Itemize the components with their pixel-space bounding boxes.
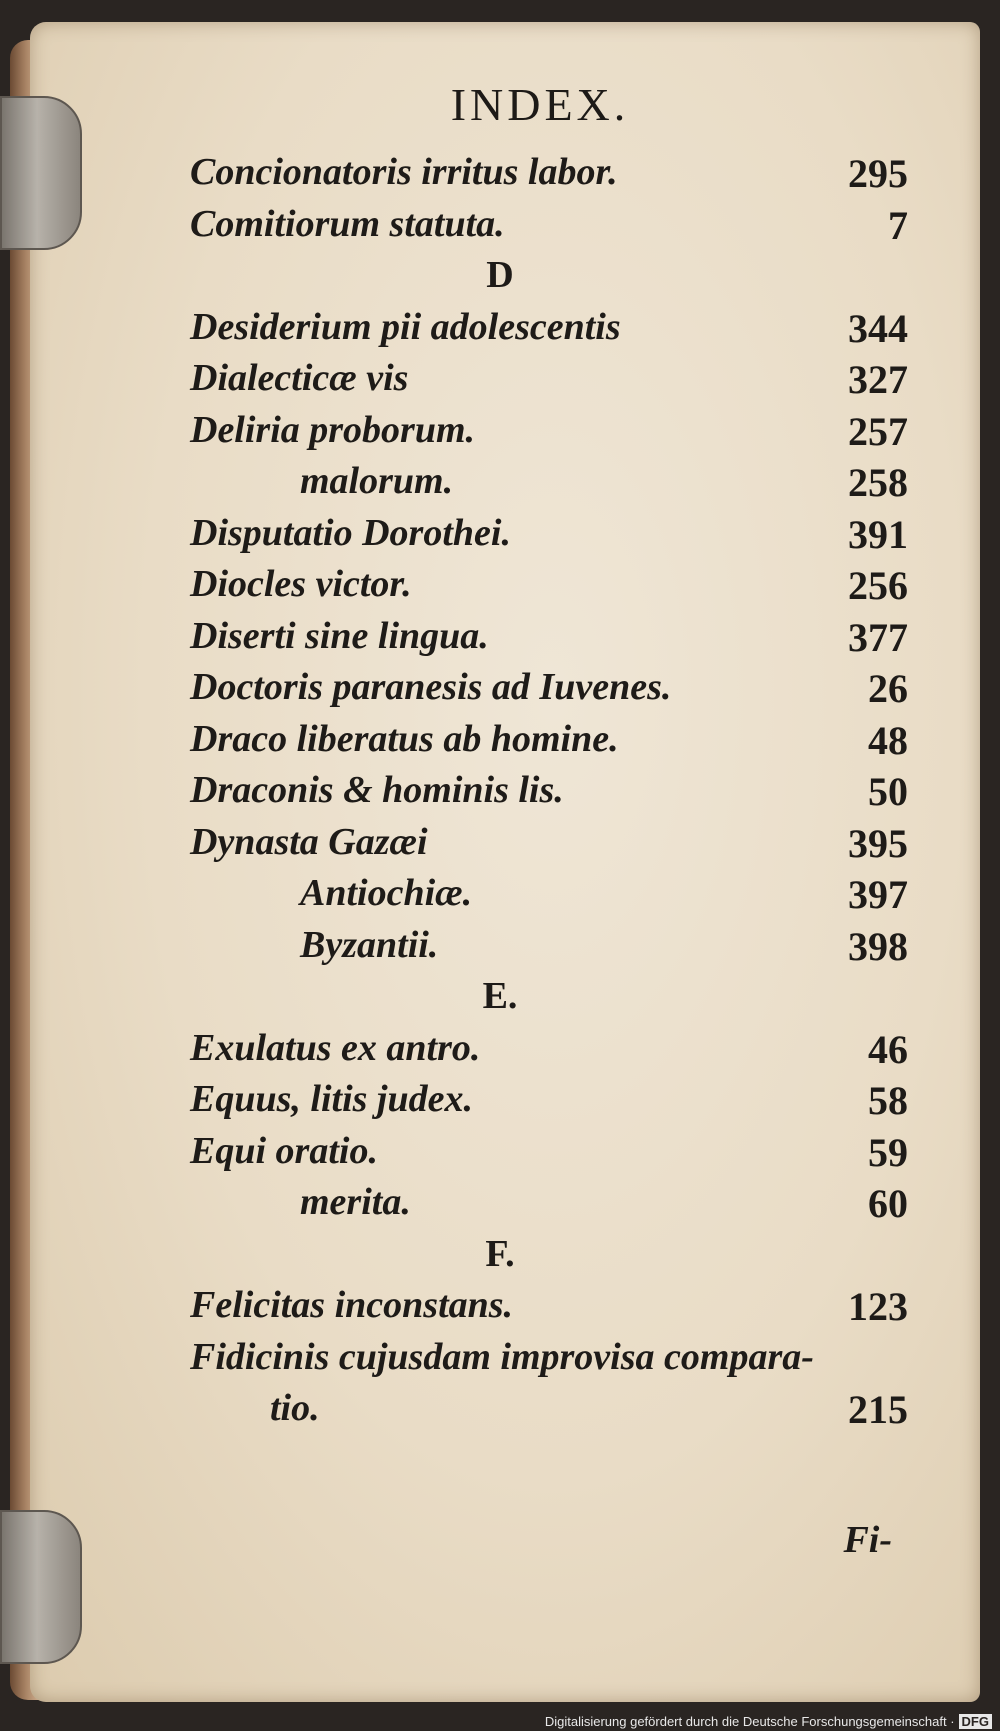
entry-text: Desiderium pii adolescentis: [190, 306, 621, 348]
entry-page-number: 256: [848, 563, 908, 608]
index-entry: [0, 923, 1000, 975]
entry-page-number: 327: [848, 357, 908, 402]
entry-page-number: 123: [848, 1284, 908, 1329]
index-entry: [0, 459, 1000, 511]
index-entry: [0, 1335, 1000, 1387]
index-entry: [0, 356, 1000, 408]
section-letter: F.: [485, 1233, 515, 1275]
entry-page-number: 344: [848, 306, 908, 351]
entry-text: Draco liberatus ab homine.: [190, 718, 619, 760]
entry-text: merita.: [300, 1181, 411, 1223]
index-entry: [0, 820, 1000, 872]
section-letter: D: [486, 254, 514, 296]
entry-text: Felicitas inconstans.: [190, 1284, 514, 1326]
entry-text: Diocles victor.: [190, 563, 412, 605]
entry-page-number: 60: [868, 1181, 908, 1226]
index-entry: [0, 665, 1000, 717]
entry-text: tio.: [270, 1387, 320, 1429]
entry-text: Antiochiæ.: [300, 872, 473, 914]
entry-text: Fidicinis cujusdam improvisa compara-: [190, 1336, 814, 1378]
index-entry: [0, 1283, 1000, 1335]
entry-text: Deliria proborum.: [190, 409, 476, 451]
entry-page-number: 26: [868, 666, 908, 711]
entry-page-number: 397: [848, 872, 908, 917]
entry-page-number: 377: [848, 615, 908, 660]
entry-page-number: 46: [868, 1027, 908, 1072]
index-entry: [0, 1180, 1000, 1232]
entry-page-number: 59: [868, 1130, 908, 1175]
index-entry: [0, 562, 1000, 614]
entry-text: Diserti sine lingua.: [190, 615, 489, 657]
entry-page-number: 398: [848, 924, 908, 969]
entry-page-number: 7: [888, 203, 908, 248]
entry-text: Doctoris paranesis ad Iuvenes.: [190, 666, 672, 708]
section-letter: E.: [482, 975, 518, 1017]
entry-page-number: 257: [848, 409, 908, 454]
entry-page-number: 48: [868, 718, 908, 763]
index-entry: [0, 871, 1000, 923]
index-entry: [0, 1129, 1000, 1181]
index-entry: [0, 768, 1000, 820]
entry-page-number: 258: [848, 460, 908, 505]
index-entry: [0, 614, 1000, 666]
digitization-footer: [545, 1714, 992, 1729]
index-entry: [0, 202, 1000, 254]
entry-text: Exulatus ex antro.: [190, 1027, 481, 1069]
index-entry: [0, 408, 1000, 460]
entry-page-number: 215: [848, 1387, 908, 1432]
entry-page-number: 395: [848, 821, 908, 866]
entry-text: Comitiorum statuta.: [190, 203, 505, 245]
entry-text: Draconis & hominis lis.: [190, 769, 564, 811]
entry-text: Concionatoris irritus labor.: [190, 151, 618, 193]
footer-text: Digitalisierung gefördert durch die Deutsche Forschungsgemeinschaft ·: [544, 1714, 955, 1729]
metal-clasp-bottom: [0, 1510, 82, 1664]
index-entry: [0, 1386, 1000, 1438]
index-entry: [0, 1077, 1000, 1129]
entry-page-number: 391: [848, 512, 908, 557]
index-entry: [0, 150, 1000, 202]
entry-text: Equi oratio.: [190, 1130, 378, 1172]
entry-page-number: 58: [868, 1078, 908, 1123]
entry-text: malorum.: [300, 460, 454, 502]
entry-text: Equus, litis judex.: [190, 1078, 473, 1120]
entry-text: Byzantii.: [300, 924, 439, 966]
entry-page-number: 295: [848, 151, 908, 196]
entry-text: Dynasta Gazæi: [190, 821, 428, 863]
dfg-logo: DFG: [959, 1714, 992, 1729]
entry-text: Dialecticæ vis: [190, 357, 409, 399]
page-header: INDEX.: [450, 79, 630, 130]
entry-page-number: 50: [868, 769, 908, 814]
entry-text: Disputatio Dorothei.: [190, 512, 511, 554]
index-entry: [0, 717, 1000, 769]
index-entry: [0, 511, 1000, 563]
index-entry: [0, 1026, 1000, 1078]
index-entry: [0, 305, 1000, 357]
catchword: Fi-: [843, 1519, 892, 1561]
